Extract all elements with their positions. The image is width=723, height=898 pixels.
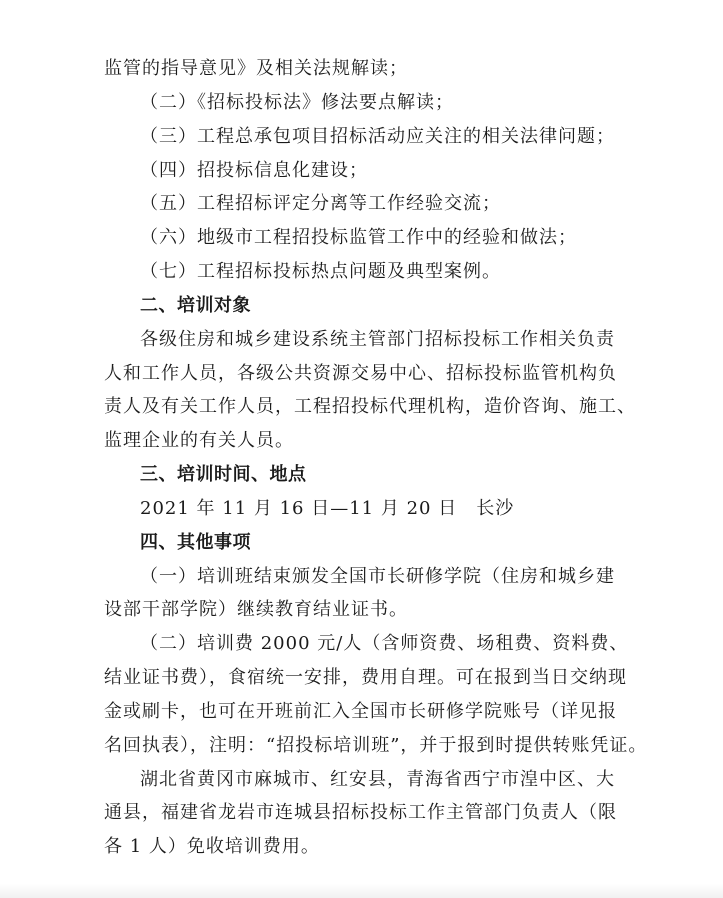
content-item-7: （七）工程招标投标热点问题及典型案例。 <box>140 261 501 282</box>
exempt-line-3: 各 1 人）免收培训费用。 <box>104 836 320 858</box>
section-heading-time-place: 三、培训时间、地点 <box>140 464 307 485</box>
content-item-5: （五）工程招标评定分离等工作经验交流； <box>140 193 501 215</box>
trainees-line-4: 监理企业的有关人员。 <box>104 430 294 452</box>
trainees-line-2: 人和工作人员，各级公共资源交易中心、招标投标监管机构负 <box>104 362 617 384</box>
exempt-line-2: 通县，福建省龙岩市连城县招标投标工作主管部门负责人（限 <box>104 802 617 824</box>
time-place-line: 2021 年 11 月 16 日—11 月 20 日 长沙 <box>140 497 515 519</box>
content-item-6: （六）地级市工程招投标监管工作中的经验和做法； <box>140 227 577 249</box>
section-heading-trainees: 二、培训对象 <box>140 294 251 316</box>
other-item-1-line-2: 设部干部学院）继续教育结业证书。 <box>104 599 408 621</box>
trainees-line-3: 责人及有关工作人员，工程招投标代理机构，造价咨询、施工、 <box>104 396 636 418</box>
other-item-2-line-3: 金或刷卡，也可在开班前汇入全国市长研修学院账号（详见报 <box>104 700 617 722</box>
section-heading-other-matters: 四、其他事项 <box>140 531 251 553</box>
content-item-1-continuation: 监管的指导意见》及相关法规解读； <box>104 58 408 79</box>
other-item-1-line-1: （一）培训班结束颁发全国市长研修学院（住房和城乡建 <box>140 565 615 587</box>
other-item-2-line-4: 名回执表），注明：“招投标培训班”，并于报到时提供转账凭证。 <box>104 734 648 756</box>
content-item-4: （四）招投标信息化建设； <box>140 159 368 181</box>
other-item-2-line-1: （二）培训费 2000 元/人（含师资费、场租费、资料费、 <box>140 633 629 655</box>
content-item-2: （二）《招标投标法》修法要点解读； <box>140 91 454 113</box>
page-bottom-edge <box>0 884 723 898</box>
trainees-line-1: 各级住房和城乡建设系统主管部门招标投标工作相关负责 <box>140 328 615 350</box>
exempt-line-1: 湖北省黄冈市麻城市、红安县，青海省西宁市湟中区、大 <box>140 768 615 790</box>
other-item-2-line-2: 结业证书费），食宿统一安排，费用自理。可在报到当日交纳现 <box>104 667 627 688</box>
content-item-3: （三）工程总承包项目招标活动应关注的相关法律问题； <box>140 125 615 147</box>
